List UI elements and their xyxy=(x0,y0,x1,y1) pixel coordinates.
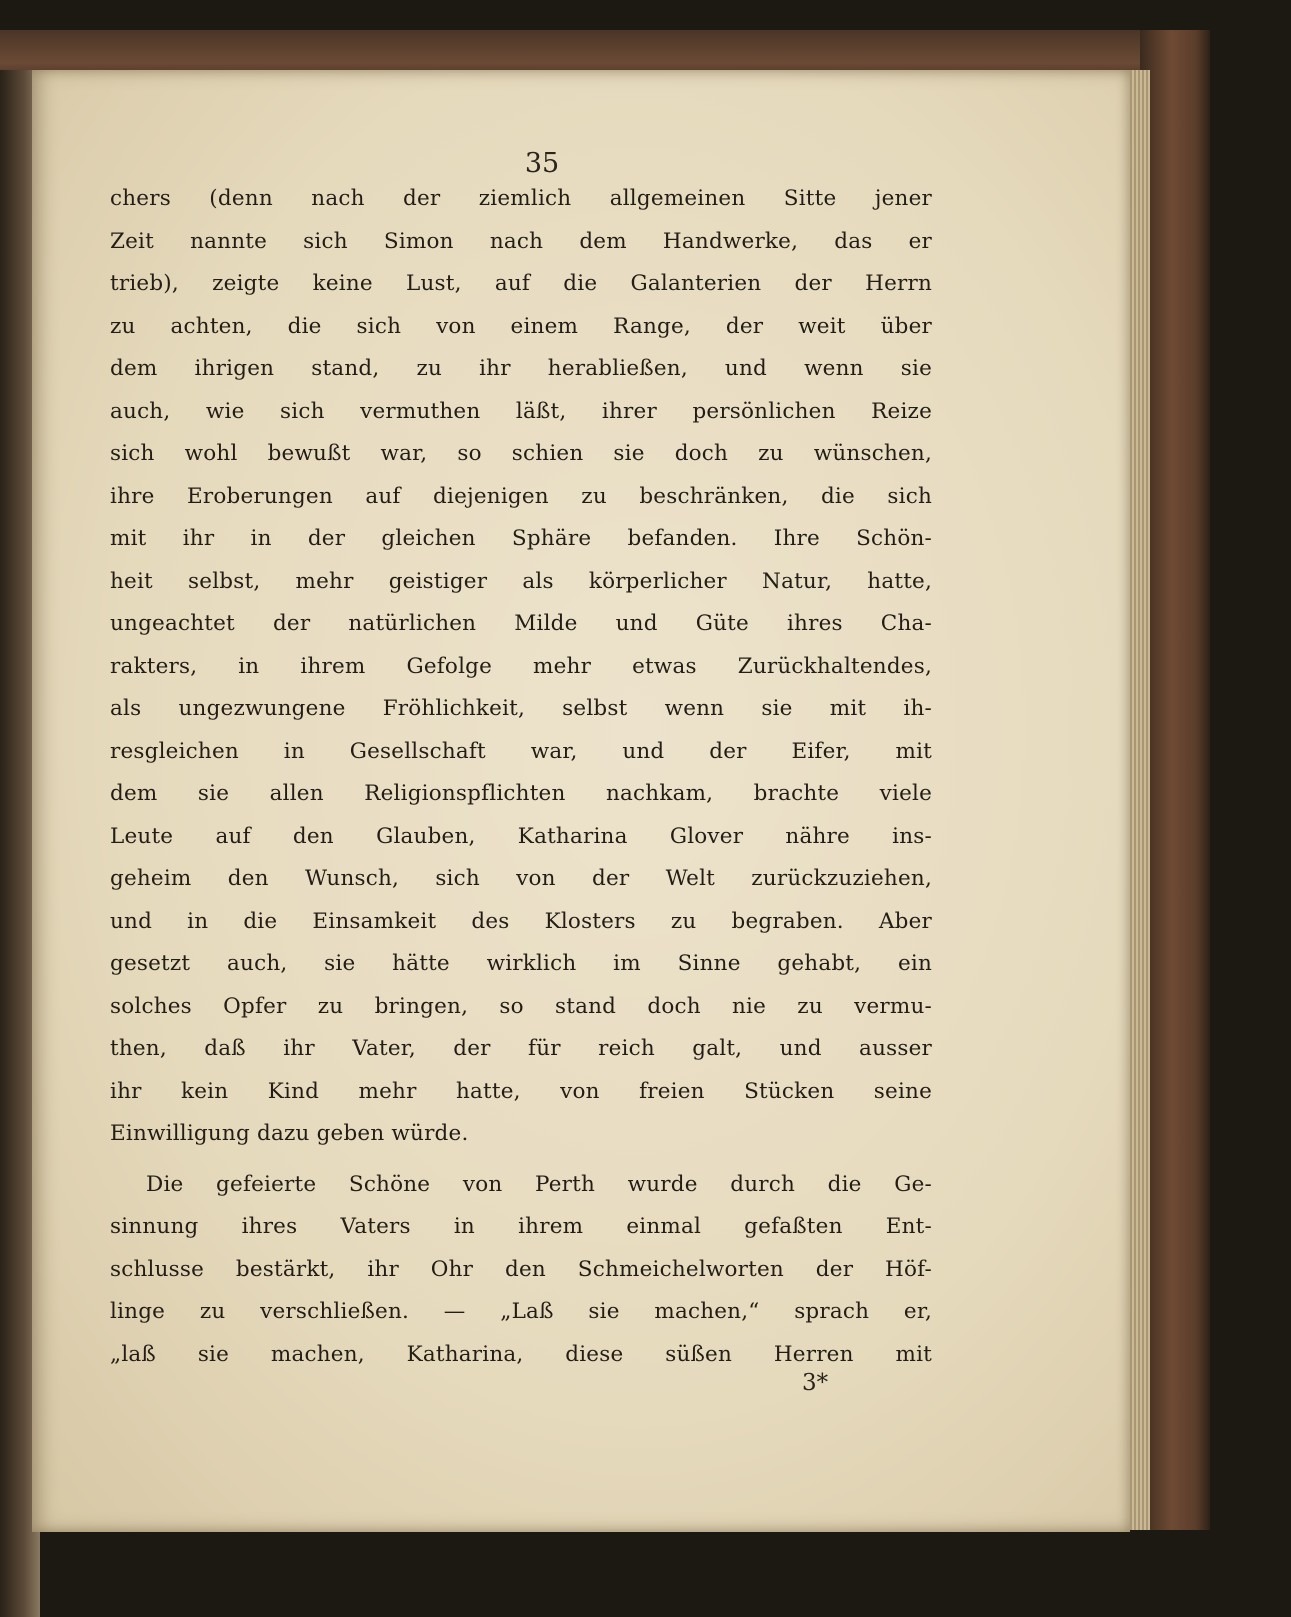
text-line: Leute auf den Glauben, Katharina Glover nähre ins- xyxy=(110,823,932,849)
text-line: als ungezwungene Fröhlichkeit, selbst wenn sie mit ih- xyxy=(110,696,932,721)
paragraph-1 xyxy=(110,178,932,1156)
paragraph-2 xyxy=(110,1164,932,1377)
text-line: resgleichen in Gesellschaft war, und der Eifer, mit xyxy=(110,738,932,764)
text-line: geheim den Wunsch, sich von der Welt zurückzuziehen, xyxy=(110,866,932,891)
text-line: sich wohl bewußt war, so schien sie doch zu wünschen, xyxy=(110,441,932,466)
text-line: then, daß ihr Vater, der für reich galt, und ausser xyxy=(110,1036,932,1061)
text-line: schlusse bestärkt, ihr Ohr den Schmeichelworten der Höf- xyxy=(110,1256,932,1282)
text-line: trieb), zeigte keine Lust, auf die Galanterien der Herrn xyxy=(110,271,932,296)
text-line: chers (denn nach der ziemlich allgemeinen Sitte jener xyxy=(110,186,932,211)
book-cover-right xyxy=(1140,30,1210,1530)
text-line: rakters, in ihrem Gefolge mehr etwas Zurückhaltendes, xyxy=(110,653,932,679)
text-line: zu achten, die sich von einem Range, der weit über xyxy=(110,313,932,339)
text-line: und in die Einsamkeit des Klosters zu begraben. Aber xyxy=(110,908,932,934)
text-line: dem sie allen Religionspflichten nachkam, brachte viele xyxy=(110,781,932,806)
text-line: ihr kein Kind mehr hatte, von freien Stücken seine xyxy=(110,1078,932,1104)
text-line: dem ihrigen stand, zu ihr herabließen, und wenn sie xyxy=(110,356,932,381)
text-line: linge zu verschließen. — „Laß sie machen,“ sprach er, xyxy=(110,1299,932,1324)
book-page xyxy=(32,70,1130,1532)
text-line: ihre Eroberungen auf diejenigen zu beschränken, die sich xyxy=(110,483,932,509)
text-line: gesetzt auch, sie hätte wirklich im Sinne gehabt, ein xyxy=(110,951,932,976)
text-line: heit selbst, mehr geistiger als körperlicher Natur, hatte, xyxy=(110,568,932,594)
text-line: Die gefeierte Schöne von Perth wurde durch die Ge- xyxy=(146,1171,932,1197)
text-line: sinnung ihres Vaters in ihrem einmal gefaßten Ent- xyxy=(110,1214,932,1239)
text-line: solches Opfer zu bringen, so stand doch nie zu vermu- xyxy=(110,993,932,1019)
text-line: mit ihr in der gleichen Sphäre befanden. Ihre Schön- xyxy=(110,526,932,551)
page-number: 35 xyxy=(524,148,560,179)
paragraph-gap xyxy=(110,1156,932,1164)
text-line: Einwilligung dazu geben würde. xyxy=(110,1121,469,1146)
text-line: „laß sie machen, Katharina, diese süßen Herren mit xyxy=(110,1341,932,1367)
text-line: ungeachtet der natürlichen Milde und Güte ihres Cha- xyxy=(110,611,932,636)
text-line: auch, wie sich vermuthen läßt, ihrer persönlichen Reize xyxy=(110,398,932,424)
text-line: Zeit nannte sich Simon nach dem Handwerke, das er xyxy=(110,228,932,254)
body-text xyxy=(110,178,932,1376)
signature-mark: 3* xyxy=(802,1370,829,1396)
